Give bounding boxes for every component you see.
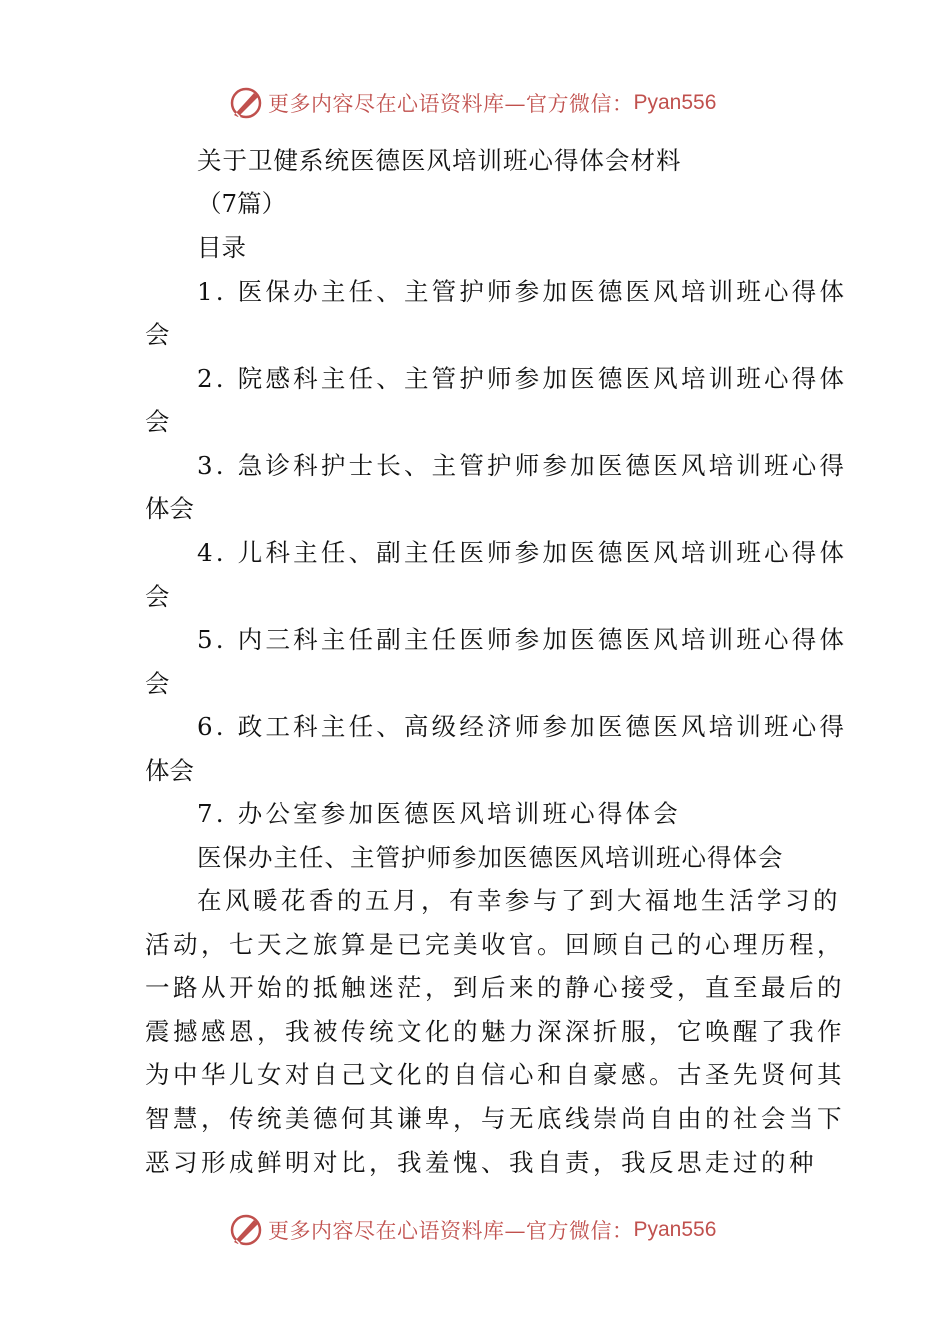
toc-item-5-cont: 会 bbox=[145, 669, 170, 698]
toc-item-3: 3. 急诊科护士长、主管护师参加医德医风培训班心得 bbox=[197, 451, 848, 480]
watermark-text: 更多内容尽在心语资料库—官方微信： bbox=[268, 1219, 634, 1243]
toc-item-4: 4. 儿科主任、副主任医师参加医德医风培训班心得体 bbox=[197, 538, 848, 567]
toc-item-6: 6. 政工科主任、高级经济师参加医德医风培训班心得 bbox=[197, 712, 848, 741]
toc-item-1: 1. 医保办主任、主管护师参加医德医风培训班心得体 bbox=[197, 277, 848, 306]
body-line: 恶习形成鲜明对比，我羞愧、我自责，我反思走过的种 bbox=[145, 1148, 817, 1177]
pen-circle-logo-icon bbox=[228, 1212, 264, 1248]
body-line: 为中华儿女对自己文化的自信心和自豪感。古圣先贤何其 bbox=[145, 1060, 845, 1089]
toc-item-2-cont: 会 bbox=[145, 407, 170, 436]
toc-item-7: 7. 办公室参加医德医风培训班心得体会 bbox=[197, 799, 681, 828]
document-title: 关于卫健系统医德医风培训班心得体会材料 bbox=[197, 146, 682, 175]
body-line: 震撼感恩，我被传统文化的魅力深深折服，它唤醒了我作 bbox=[145, 1017, 845, 1046]
toc-item-3-cont: 体会 bbox=[145, 494, 194, 523]
toc-item-6-cont: 体会 bbox=[145, 756, 194, 785]
toc-item-1-cont: 会 bbox=[145, 320, 170, 349]
body-line: 智慧，传统美德何其谦卑，与无底线崇尚自由的社会当下 bbox=[145, 1104, 845, 1133]
body-line: 活动，七天之旅算是已完美收官。回顾自己的心理历程， bbox=[145, 930, 845, 959]
watermark-banner-bottom bbox=[228, 1210, 748, 1250]
watermark-banner-top bbox=[228, 83, 748, 123]
watermark-wechat-id: Pyan556 bbox=[633, 91, 717, 114]
section-title: 医保办主任、主管护师参加医德医风培训班心得体会 bbox=[197, 843, 784, 872]
watermark-wechat-id: Pyan556 bbox=[633, 1218, 717, 1241]
watermark-text: 更多内容尽在心语资料库—官方微信： bbox=[268, 92, 634, 116]
body-line: 在风暖花香的五月，有幸参与了到大福地生活学习的 bbox=[197, 886, 841, 915]
toc-heading: 目录 bbox=[197, 233, 246, 262]
pen-circle-logo-icon bbox=[228, 85, 264, 121]
document-subtitle: （7篇） bbox=[197, 189, 287, 218]
toc-item-4-cont: 会 bbox=[145, 582, 170, 611]
toc-item-5: 5. 内三科主任副主任医师参加医德医风培训班心得体 bbox=[197, 625, 848, 654]
body-line: 一路从开始的抵触迷茫，到后来的静心接受，直至最后的 bbox=[145, 973, 845, 1002]
toc-item-2: 2. 院感科主任、主管护师参加医德医风培训班心得体 bbox=[197, 364, 848, 393]
